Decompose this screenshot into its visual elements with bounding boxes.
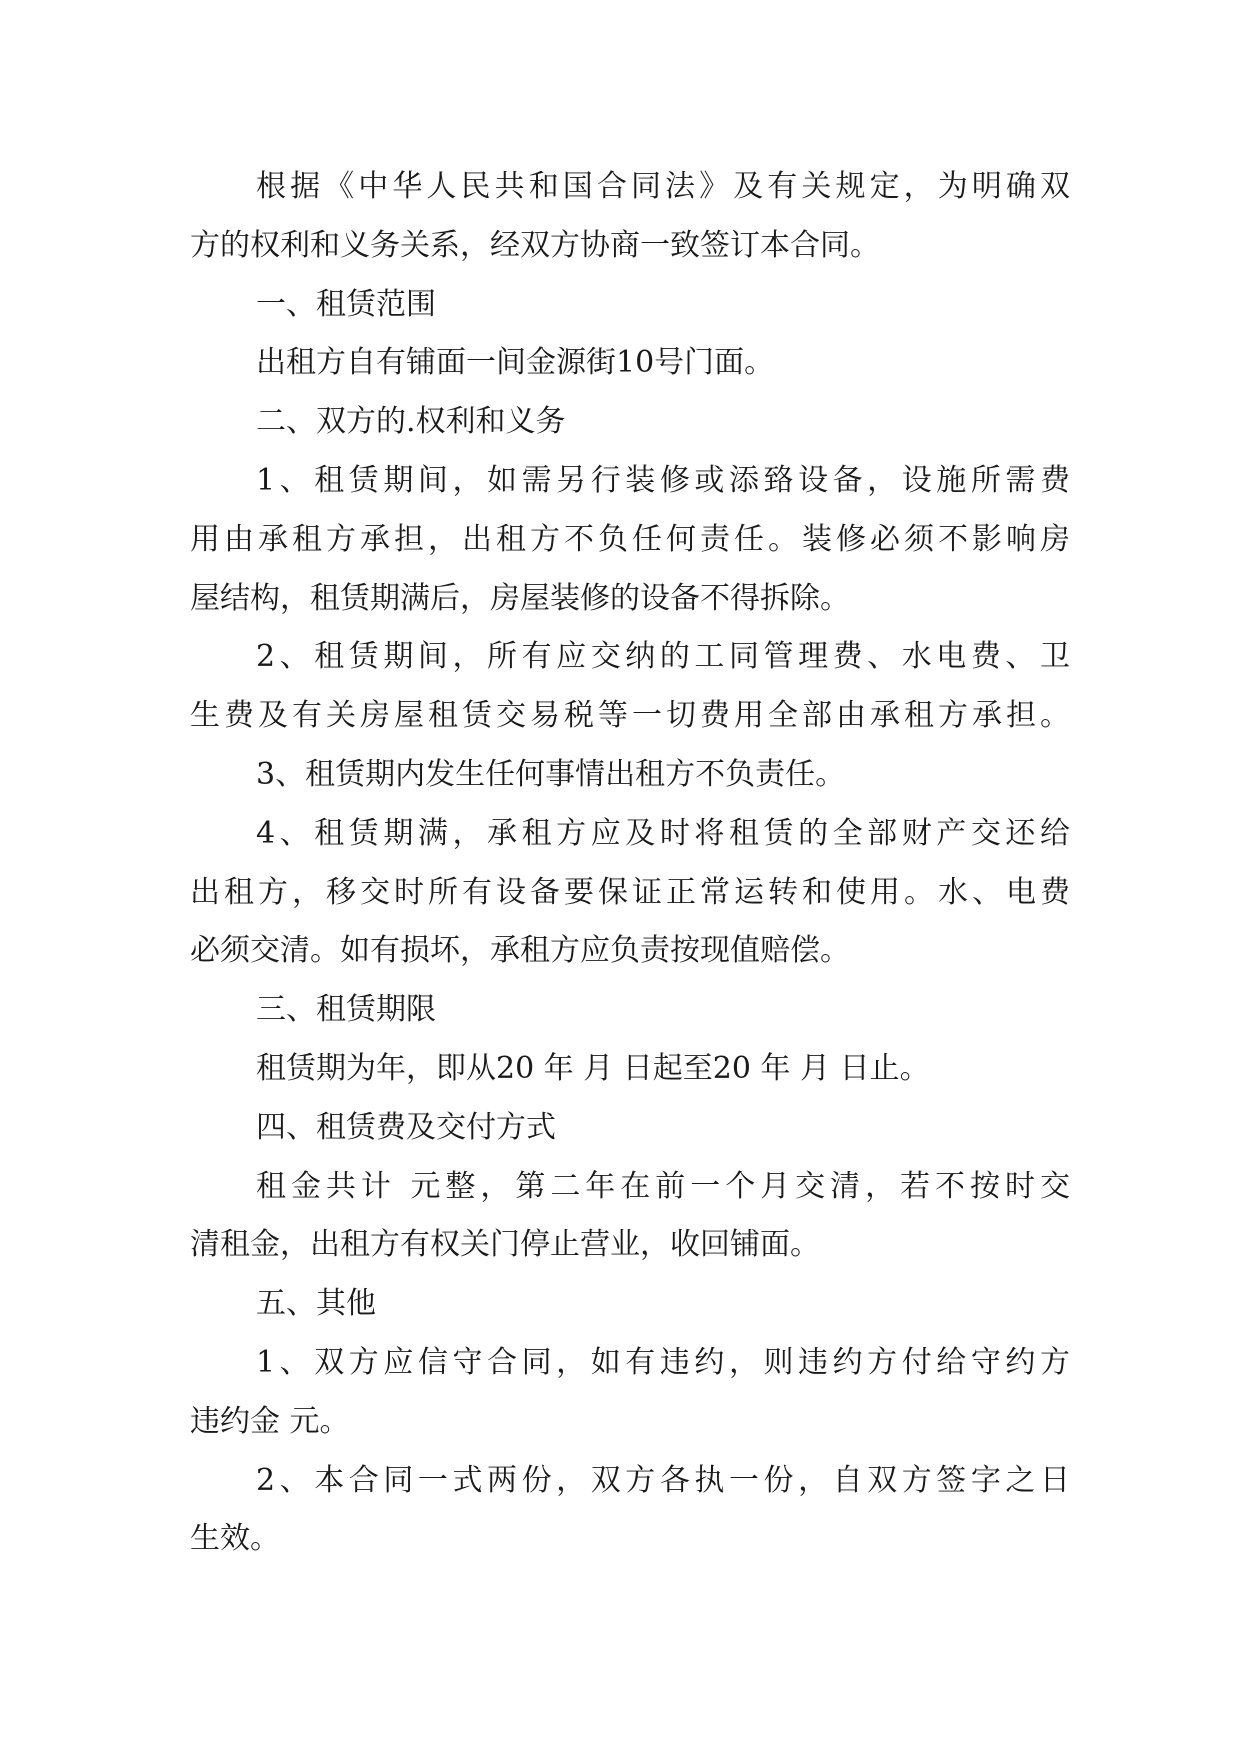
- paragraph-line: 清租金，出租方有权关门停止营业，收回铺面。: [190, 1227, 820, 1263]
- paragraph-line: 2、租赁期间，所有应交纳的工同管理费、水电费、卫: [256, 639, 1070, 675]
- section-heading: 三、租赁期限: [256, 992, 436, 1028]
- paragraph-line: 1、租赁期间，如需另行装修或添臵设备，设施所需费: [256, 462, 1070, 498]
- document-page: [190, 158, 1070, 1569]
- paragraph-line: 租金共计 元整，第二年在前一个月交清，若不按时交: [256, 1168, 1070, 1204]
- section-heading: 二、双方的.权利和义务: [256, 404, 566, 440]
- paragraph-line: 2、本合同一式两份，双方各执一份，自双方签字之日: [256, 1462, 1070, 1498]
- paragraph-line: 根据《中华人民共和国合同法》及有关规定，为明确双: [256, 169, 1070, 204]
- paragraph-line: 生效。: [190, 1521, 280, 1557]
- paragraph-line: 租赁期为年，即从20 年 月 日起至20 年 月 日止。: [256, 1050, 930, 1086]
- section-heading: 一、租赁范围: [256, 286, 436, 322]
- paragraph-line: 违约金 元。: [190, 1403, 350, 1439]
- paragraph-line: 方的权利和义务关系，经双方协商一致签订本合同。: [190, 227, 880, 263]
- paragraph-line: 生费及有关房屋租赁交易税等一切费用全部由承租方承担。: [190, 698, 1070, 734]
- paragraph-line: 1、双方应信守合同，如有违约，则违约方付给守约方: [256, 1344, 1070, 1380]
- paragraph-line: 屋结构，租赁期满后，房屋装修的设备不得拆除。: [190, 580, 850, 616]
- paragraph-line: 用由承租方承担，出租方不负任何责任。装修必须不影响房: [190, 521, 1070, 557]
- paragraph-line: 必须交清。如有损坏，承租方应负责按现值赔偿。: [190, 933, 850, 969]
- paragraph-line: 出租方，移交时所有设备要保证正常运转和使用。水、电费: [190, 874, 1070, 910]
- paragraph-line: 3、租赁期内发生任何事情出租方不负责任。: [256, 756, 846, 792]
- section-heading: 四、租赁费及交付方式: [256, 1109, 556, 1145]
- paragraph-line: 出租方自有铺面一间金源街10号门面。: [256, 345, 775, 381]
- paragraph-line: 4、租赁期满，承租方应及时将租赁的全部财产交还给: [256, 815, 1070, 851]
- section-heading: 五、其他: [256, 1286, 376, 1322]
